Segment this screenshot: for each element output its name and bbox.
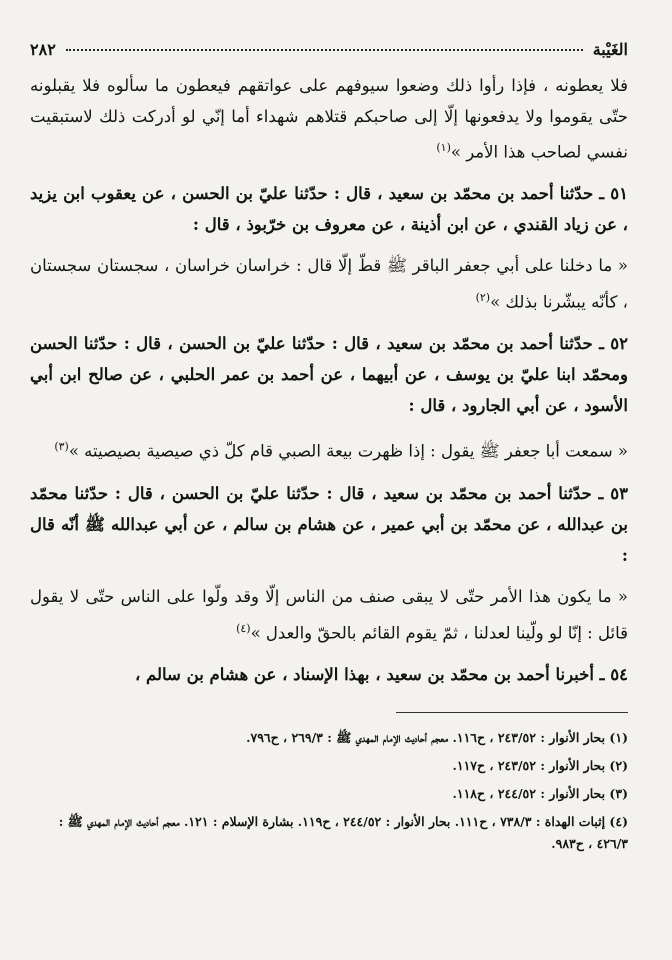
footnotes <box>30 727 628 855</box>
footnote-ref: (٢) <box>475 290 491 304</box>
header-dot-leader <box>66 49 583 51</box>
hadith-53-chain: ٥٣ ـ حدّثنا أحمد بن محمّد بن سعيد ، قال : حدّثنا عليّ بن الحسن ، قال : حدّثنا محمّد بن عبدالله ، عن محمّد بن أبي عمير ، عن هشام بن سالم ، عن أبي عبدالله ﷺ أنّه قال : <box>30 483 628 565</box>
hadith-51-chain: ٥١ ـ حدّثنا أحمد بن محمّد بن سعيد ، قال : حدّثنا عليّ بن الحسن ، عن يعقوب ابن يزيد ، عن زياد القندي ، عن ابن أذينة ، عن معروف بن خرّبوذ ، قال : <box>30 183 628 234</box>
footnote-ref: (١) <box>436 141 451 154</box>
paragraph-continuation: فلا يعطونه ، فإذا رأوا ذلك وضعوا سيوفهم على عواتقهم فيعطون ما سألوه فلا يقبلونه حتّى يقوموا ولا يدفعونها إلّا إلى صاحبكم قتلاهم شهداء أما إنّي لو أدركت ذلك لاستبقيت نفسي لصاحب هذا الأمر »$^{(١)}$ <box>30 76 628 162</box>
running-header <box>30 40 628 70</box>
footnote-4: (٤) إثبات الهداة : ٧٣٨/٣ ، ح١١١. بحار الأنوار : ٢٤٤/٥٢ ، ح١١٩. بشارة الإسلام : ١٢١. معجم أحاديث الإمام المهدي ﷺ : ٤٢٦/٣ ، ح٩٨٣. <box>58 814 628 851</box>
hadith-53-text: « ما يكون هذا الأمر حتّى لا يبقى صنف من الناس إلّا وقد ولّوا على الناس حتّى لا يقول قائل : إنّا لو ولّينا لعدلنا ، ثمّ يقوم القائم بالحقّ والعدل »$^{(٤)}$ <box>30 586 628 642</box>
footnote-ref: (٤) <box>236 621 251 635</box>
footnote-separator <box>396 712 628 713</box>
hadith-51-text: « ما دخلنا على أبي جعفر الباقر ﷺ قطّ إلّا قال : خراسان خراسان ، سجستان سجستان ، كأنّه يبشّرنا بذلك »$^{(٢)}$ <box>30 255 628 311</box>
hadith-52-chain: ٥٢ ـ حدّثنا أحمد بن محمّد بن سعيد ، قال : حدّثنا عليّ بن الحسن ، قال : حدّثنا الحسن ومحمّد ابنا عليّ بن يوسف ، عن أبيهما ، عن أحمد بن عمر الحلبي ، عن صالح ابن أبي الأسود ، عن أبي الجارود ، قال : <box>30 334 628 415</box>
hadith-54-chain: ٥٤ ـ أخبرنا أحمد بن محمّد بن سعيد ، بهذا الإسناد ، عن هشام بن سالم ، <box>134 665 628 684</box>
footnote-3: (٣) بحار الأنوار : ٢٤٤/٥٢ ، ح١١٨. <box>452 786 628 801</box>
main-text <box>30 70 628 690</box>
hadith-52-text: « سمعت أبا جعفر ﷺ يقول : إذا ظهرت بيعة الصبي قام كلّ ذي صيصية بصيصيته »$^{(٣)}$ <box>54 440 628 461</box>
footnote-ref: (٣) <box>54 440 69 453</box>
page-number: ٢٨٢ <box>30 40 56 59</box>
footnote-1: (١) بحار الأنوار : ٢٤٣/٥٢ ، ح١١٦. معجم أحاديث الإمام المهدي ﷺ : ٢٦٩/٣ ، ح٧٩٦. <box>246 730 628 745</box>
footnote-2: (٢) بحار الأنوار : ٢٤٣/٥٢ ، ح١١٧. <box>452 758 628 773</box>
book-title: الغَيْبة <box>592 40 628 59</box>
